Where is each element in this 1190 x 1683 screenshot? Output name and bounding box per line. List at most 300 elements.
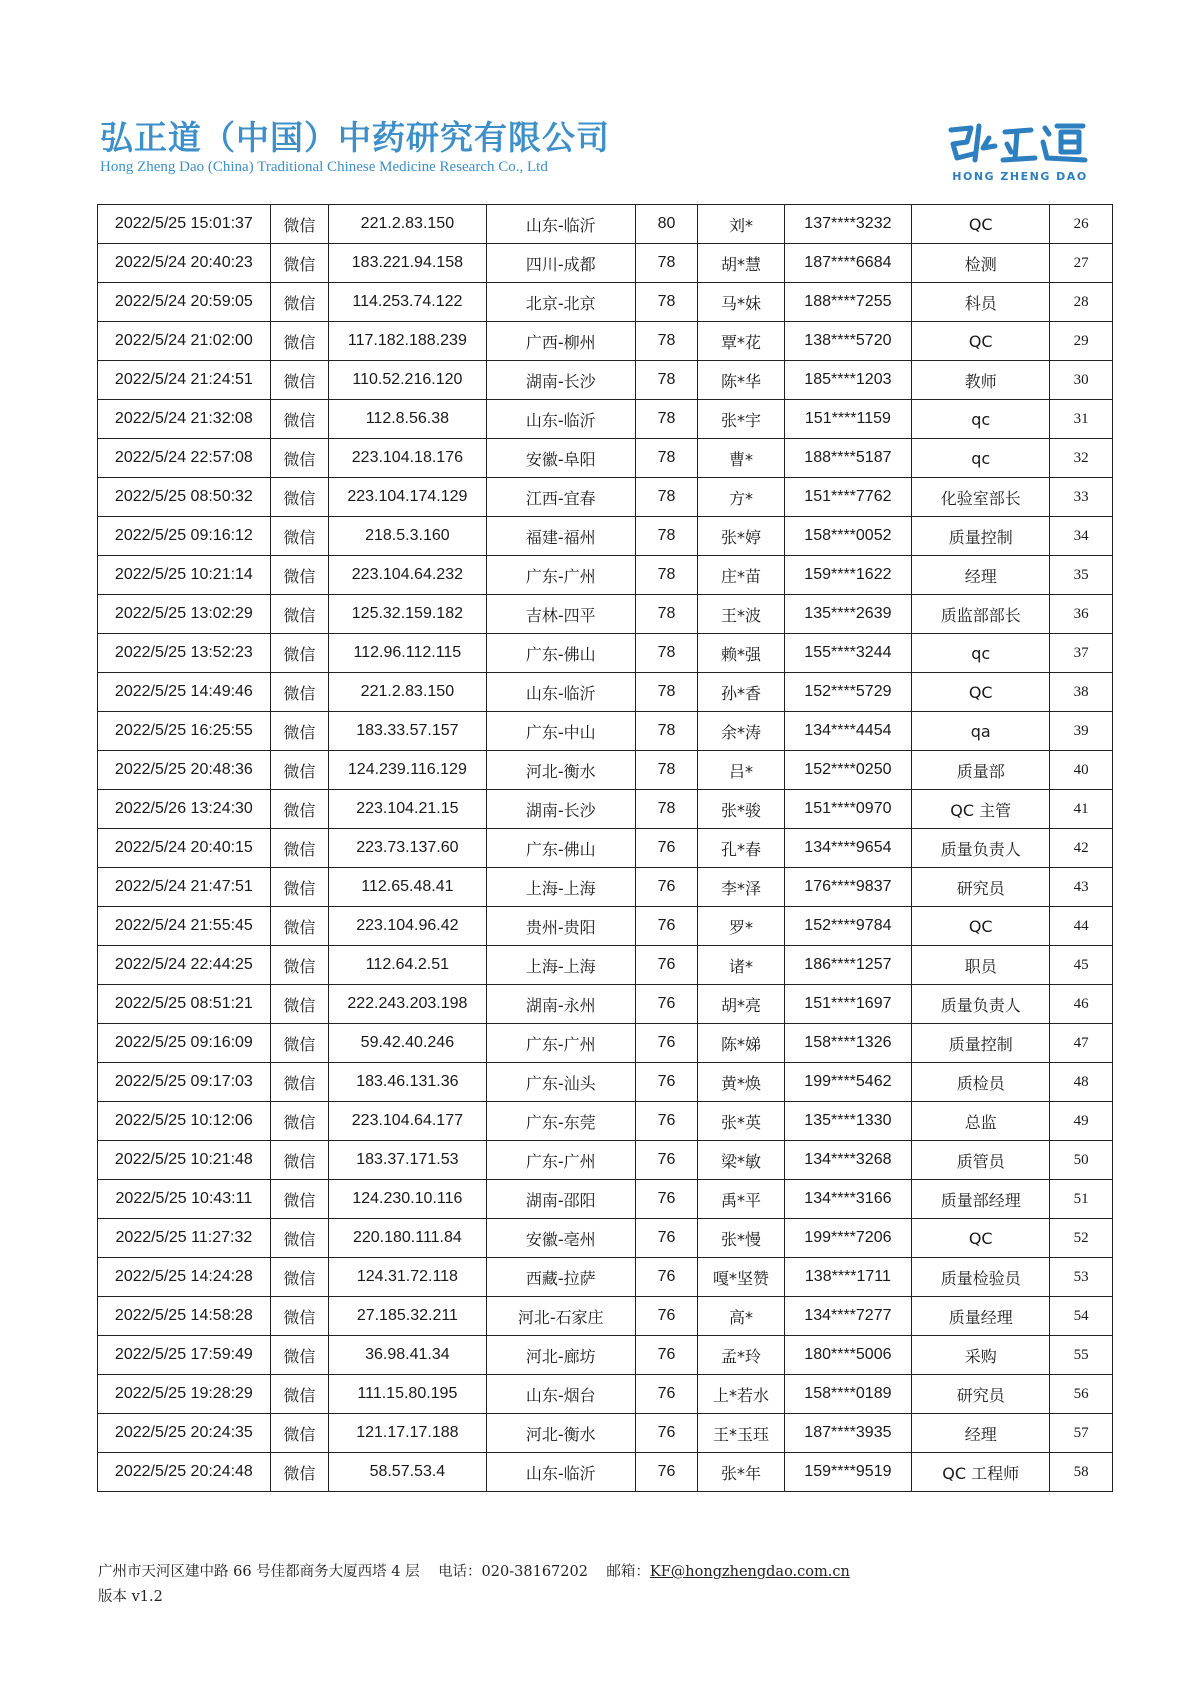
phone-cell: 152****9784 <box>784 907 911 946</box>
name-cell: 高* <box>698 1297 784 1336</box>
table-row <box>98 829 1113 868</box>
table-row <box>98 361 1113 400</box>
name-cell: 张*年 <box>698 1453 784 1492</box>
table-row <box>98 1258 1113 1297</box>
region-cell: 河北-廊坊 <box>486 1336 635 1375</box>
position-cell: 质量部 <box>912 751 1050 790</box>
time-cell: 2022/5/24 21:32:08 <box>98 400 271 439</box>
name-cell: 张*慢 <box>698 1219 784 1258</box>
table-row <box>98 322 1113 361</box>
table-row <box>98 283 1113 322</box>
score-cell: 80 <box>635 205 698 244</box>
channel-cell: 微信 <box>270 1336 328 1375</box>
phone-cell: 134****3166 <box>784 1180 911 1219</box>
ip-cell: 111.15.80.195 <box>329 1375 487 1414</box>
ip-cell: 125.32.159.182 <box>329 595 487 634</box>
ip-cell: 114.253.74.122 <box>329 283 487 322</box>
score-cell: 78 <box>635 283 698 322</box>
channel-cell: 微信 <box>270 439 328 478</box>
name-cell: 曹* <box>698 439 784 478</box>
region-cell: 湖南-长沙 <box>486 790 635 829</box>
time-cell: 2022/5/25 20:24:48 <box>98 1453 271 1492</box>
table-row <box>98 673 1113 712</box>
name-cell: 马*妹 <box>698 283 784 322</box>
region-cell: 山东-临沂 <box>486 673 635 712</box>
score-cell: 76 <box>635 1258 698 1297</box>
score-cell: 78 <box>635 790 698 829</box>
channel-cell: 微信 <box>270 1453 328 1492</box>
score-cell: 78 <box>635 439 698 478</box>
table-row <box>98 1453 1113 1492</box>
region-cell: 广东-东莞 <box>486 1102 635 1141</box>
position-cell: 质量负责人 <box>912 829 1050 868</box>
phone-cell: 199****7206 <box>784 1219 911 1258</box>
position-cell: 质管员 <box>912 1141 1050 1180</box>
channel-cell: 微信 <box>270 790 328 829</box>
region-cell: 吉林-四平 <box>486 595 635 634</box>
ip-cell: 183.46.131.36 <box>329 1063 487 1102</box>
phone-cell: 137****3232 <box>784 205 911 244</box>
channel-cell: 微信 <box>270 322 328 361</box>
score-cell: 76 <box>635 868 698 907</box>
phone-cell: 151****0970 <box>784 790 911 829</box>
table-row <box>98 517 1113 556</box>
table-row <box>98 985 1113 1024</box>
table-row <box>98 1180 1113 1219</box>
name-cell: 张*婷 <box>698 517 784 556</box>
ip-cell: 221.2.83.150 <box>329 205 487 244</box>
time-cell: 2022/5/24 20:59:05 <box>98 283 271 322</box>
ip-cell: 218.5.3.160 <box>329 517 487 556</box>
position-cell: 检测 <box>912 244 1050 283</box>
footer-phone: 电话：020-38167202 <box>438 1564 588 1580</box>
row-number-cell: 44 <box>1050 907 1113 946</box>
channel-cell: 微信 <box>270 244 328 283</box>
score-cell: 76 <box>635 1375 698 1414</box>
region-cell: 广东-广州 <box>486 556 635 595</box>
name-cell: 禹*平 <box>698 1180 784 1219</box>
score-cell: 76 <box>635 907 698 946</box>
time-cell: 2022/5/24 22:44:25 <box>98 946 271 985</box>
region-cell: 上海-上海 <box>486 946 635 985</box>
region-cell: 江西-宜春 <box>486 478 635 517</box>
survey-results-table <box>97 204 1113 1492</box>
score-cell: 76 <box>635 1024 698 1063</box>
score-cell: 78 <box>635 673 698 712</box>
ip-cell: 36.98.41.34 <box>329 1336 487 1375</box>
channel-cell: 微信 <box>270 1297 328 1336</box>
row-number-cell: 48 <box>1050 1063 1113 1102</box>
table-row <box>98 400 1113 439</box>
phone-cell: 158****0189 <box>784 1375 911 1414</box>
ip-cell: 121.17.17.188 <box>329 1414 487 1453</box>
name-cell: 张*宇 <box>698 400 784 439</box>
row-number-cell: 33 <box>1050 478 1113 517</box>
channel-cell: 微信 <box>270 361 328 400</box>
logo-calligraphy-icon <box>945 118 1095 168</box>
row-number-cell: 50 <box>1050 1141 1113 1180</box>
score-cell: 76 <box>635 1297 698 1336</box>
position-cell: 质检员 <box>912 1063 1050 1102</box>
score-cell: 76 <box>635 1063 698 1102</box>
position-cell: 质监部部长 <box>912 595 1050 634</box>
table-row <box>98 946 1113 985</box>
time-cell: 2022/5/24 21:24:51 <box>98 361 271 400</box>
table-row <box>98 751 1113 790</box>
time-cell: 2022/5/25 09:17:03 <box>98 1063 271 1102</box>
score-cell: 78 <box>635 400 698 439</box>
region-cell: 湖南-长沙 <box>486 361 635 400</box>
phone-cell: 151****1159 <box>784 400 911 439</box>
position-cell: QC <box>912 322 1050 361</box>
name-cell: 王*波 <box>698 595 784 634</box>
phone-cell: 151****7762 <box>784 478 911 517</box>
channel-cell: 微信 <box>270 1219 328 1258</box>
ip-cell: 223.104.64.232 <box>329 556 487 595</box>
phone-cell: 158****0052 <box>784 517 911 556</box>
name-cell: 上*若水 <box>698 1375 784 1414</box>
table-row <box>98 1414 1113 1453</box>
time-cell: 2022/5/25 09:16:12 <box>98 517 271 556</box>
row-number-cell: 38 <box>1050 673 1113 712</box>
channel-cell: 微信 <box>270 1141 328 1180</box>
channel-cell: 微信 <box>270 985 328 1024</box>
region-cell: 广东-佛山 <box>486 634 635 673</box>
channel-cell: 微信 <box>270 907 328 946</box>
row-number-cell: 45 <box>1050 946 1113 985</box>
time-cell: 2022/5/25 08:50:32 <box>98 478 271 517</box>
name-cell: 庄*苗 <box>698 556 784 595</box>
score-cell: 76 <box>635 829 698 868</box>
region-cell: 上海-上海 <box>486 868 635 907</box>
phone-cell: 180****5006 <box>784 1336 911 1375</box>
channel-cell: 微信 <box>270 1102 328 1141</box>
time-cell: 2022/5/25 13:02:29 <box>98 595 271 634</box>
position-cell: 科员 <box>912 283 1050 322</box>
score-cell: 78 <box>635 361 698 400</box>
channel-cell: 微信 <box>270 205 328 244</box>
time-cell: 2022/5/24 21:55:45 <box>98 907 271 946</box>
phone-cell: 135****1330 <box>784 1102 911 1141</box>
region-cell: 山东-临沂 <box>486 205 635 244</box>
position-cell: 经理 <box>912 1414 1050 1453</box>
time-cell: 2022/5/24 21:47:51 <box>98 868 271 907</box>
phone-cell: 187****3935 <box>784 1414 911 1453</box>
name-cell: 陈*华 <box>698 361 784 400</box>
ip-cell: 59.42.40.246 <box>329 1024 487 1063</box>
row-number-cell: 40 <box>1050 751 1113 790</box>
name-cell: 张*骏 <box>698 790 784 829</box>
channel-cell: 微信 <box>270 712 328 751</box>
position-cell: qc <box>912 634 1050 673</box>
row-number-cell: 47 <box>1050 1024 1113 1063</box>
ip-cell: 223.104.64.177 <box>329 1102 487 1141</box>
company-name-cn: 弘正道（中国）中药研究有限公司 <box>100 118 610 157</box>
ip-cell: 112.8.56.38 <box>329 400 487 439</box>
row-number-cell: 52 <box>1050 1219 1113 1258</box>
ip-cell: 124.239.116.129 <box>329 751 487 790</box>
table-row <box>98 244 1113 283</box>
row-number-cell: 54 <box>1050 1297 1113 1336</box>
phone-cell: 185****1203 <box>784 361 911 400</box>
phone-cell: 134****4454 <box>784 712 911 751</box>
time-cell: 2022/5/24 21:02:00 <box>98 322 271 361</box>
position-cell: QC <box>912 1219 1050 1258</box>
row-number-cell: 58 <box>1050 1453 1113 1492</box>
score-cell: 76 <box>635 1414 698 1453</box>
position-cell: QC 主管 <box>912 790 1050 829</box>
table-row <box>98 1336 1113 1375</box>
channel-cell: 微信 <box>270 478 328 517</box>
region-cell: 广东-佛山 <box>486 829 635 868</box>
name-cell: 方* <box>698 478 784 517</box>
channel-cell: 微信 <box>270 1414 328 1453</box>
score-cell: 76 <box>635 985 698 1024</box>
name-cell: 刘* <box>698 205 784 244</box>
table-row <box>98 556 1113 595</box>
name-cell: 赖*强 <box>698 634 784 673</box>
table-row <box>98 712 1113 751</box>
region-cell: 广东-汕头 <box>486 1063 635 1102</box>
row-number-cell: 43 <box>1050 868 1113 907</box>
phone-cell: 134****3268 <box>784 1141 911 1180</box>
table-row <box>98 907 1113 946</box>
time-cell: 2022/5/25 10:21:48 <box>98 1141 271 1180</box>
time-cell: 2022/5/25 19:28:29 <box>98 1375 271 1414</box>
region-cell: 广西-柳州 <box>486 322 635 361</box>
position-cell: 研究员 <box>912 1375 1050 1414</box>
time-cell: 2022/5/25 14:49:46 <box>98 673 271 712</box>
score-cell: 76 <box>635 1453 698 1492</box>
row-number-cell: 53 <box>1050 1258 1113 1297</box>
phone-cell: 159****1622 <box>784 556 911 595</box>
channel-cell: 微信 <box>270 1375 328 1414</box>
footer-email-label: 邮箱： <box>606 1564 650 1580</box>
table-row <box>98 478 1113 517</box>
phone-cell: 176****9837 <box>784 868 911 907</box>
region-cell: 安徽-亳州 <box>486 1219 635 1258</box>
time-cell: 2022/5/25 14:24:28 <box>98 1258 271 1297</box>
score-cell: 78 <box>635 517 698 556</box>
name-cell: 李*泽 <box>698 868 784 907</box>
position-cell: qc <box>912 400 1050 439</box>
region-cell: 山东-临沂 <box>486 400 635 439</box>
channel-cell: 微信 <box>270 283 328 322</box>
position-cell: 经理 <box>912 556 1050 595</box>
document-version: 版本 v1.2 <box>98 1589 163 1605</box>
table-row <box>98 790 1113 829</box>
ip-cell: 117.182.188.239 <box>329 322 487 361</box>
phone-cell: 155****3244 <box>784 634 911 673</box>
channel-cell: 微信 <box>270 1258 328 1297</box>
name-cell: 王*玉珏 <box>698 1414 784 1453</box>
time-cell: 2022/5/25 14:58:28 <box>98 1297 271 1336</box>
region-cell: 福建-福州 <box>486 517 635 556</box>
position-cell: 质量控制 <box>912 1024 1050 1063</box>
position-cell: QC <box>912 907 1050 946</box>
name-cell: 孔*春 <box>698 829 784 868</box>
score-cell: 78 <box>635 244 698 283</box>
time-cell: 2022/5/25 16:25:55 <box>98 712 271 751</box>
time-cell: 2022/5/25 08:51:21 <box>98 985 271 1024</box>
table-row <box>98 1102 1113 1141</box>
region-cell: 山东-烟台 <box>486 1375 635 1414</box>
time-cell: 2022/5/25 20:48:36 <box>98 751 271 790</box>
table-row <box>98 1375 1113 1414</box>
name-cell: 孙*香 <box>698 673 784 712</box>
company-name-en: Hong Zheng Dao (China) Traditional Chinese Medicine Research Co., Ltd <box>100 159 548 175</box>
time-cell: 2022/5/26 13:24:30 <box>98 790 271 829</box>
position-cell: 采购 <box>912 1336 1050 1375</box>
name-cell: 覃*花 <box>698 322 784 361</box>
ip-cell: 124.230.10.116 <box>329 1180 487 1219</box>
name-cell: 罗* <box>698 907 784 946</box>
time-cell: 2022/5/25 15:01:37 <box>98 205 271 244</box>
row-number-cell: 39 <box>1050 712 1113 751</box>
position-cell: 质量经理 <box>912 1297 1050 1336</box>
channel-cell: 微信 <box>270 673 328 712</box>
time-cell: 2022/5/25 10:21:14 <box>98 556 271 595</box>
time-cell: 2022/5/24 22:57:08 <box>98 439 271 478</box>
ip-cell: 183.37.171.53 <box>329 1141 487 1180</box>
footer-contact <box>98 1560 850 1581</box>
channel-cell: 微信 <box>270 829 328 868</box>
table-row <box>98 1141 1113 1180</box>
row-number-cell: 41 <box>1050 790 1113 829</box>
channel-cell: 微信 <box>270 868 328 907</box>
ip-cell: 183.33.57.157 <box>329 712 487 751</box>
row-number-cell: 35 <box>1050 556 1113 595</box>
region-cell: 安徽-阜阳 <box>486 439 635 478</box>
region-cell: 西藏-拉萨 <box>486 1258 635 1297</box>
time-cell: 2022/5/25 10:12:06 <box>98 1102 271 1141</box>
channel-cell: 微信 <box>270 946 328 985</box>
score-cell: 78 <box>635 751 698 790</box>
table-row <box>98 595 1113 634</box>
ip-cell: 223.104.18.176 <box>329 439 487 478</box>
score-cell: 76 <box>635 946 698 985</box>
name-cell: 吕* <box>698 751 784 790</box>
position-cell: 总监 <box>912 1102 1050 1141</box>
phone-cell: 138****1711 <box>784 1258 911 1297</box>
region-cell: 广东-广州 <box>486 1024 635 1063</box>
table-row <box>98 1219 1113 1258</box>
score-cell: 78 <box>635 712 698 751</box>
position-cell: 质量控制 <box>912 517 1050 556</box>
position-cell: QC 工程师 <box>912 1453 1050 1492</box>
row-number-cell: 32 <box>1050 439 1113 478</box>
position-cell: QC <box>912 205 1050 244</box>
phone-cell: 152****5729 <box>784 673 911 712</box>
row-number-cell: 27 <box>1050 244 1113 283</box>
row-number-cell: 28 <box>1050 283 1113 322</box>
channel-cell: 微信 <box>270 517 328 556</box>
footer-address: 广州市天河区建中路 66 号佳都商务大厦西塔 4 层 <box>98 1564 420 1580</box>
region-cell: 湖南-永州 <box>486 985 635 1024</box>
phone-cell: 187****6684 <box>784 244 911 283</box>
ip-cell: 112.65.48.41 <box>329 868 487 907</box>
ip-cell: 221.2.83.150 <box>329 673 487 712</box>
name-cell: 陈*娣 <box>698 1024 784 1063</box>
score-cell: 78 <box>635 556 698 595</box>
ip-cell: 223.104.21.15 <box>329 790 487 829</box>
phone-cell: 158****1326 <box>784 1024 911 1063</box>
ip-cell: 124.31.72.118 <box>329 1258 487 1297</box>
logo-text: HONG ZHENG DAO <box>952 170 1088 183</box>
row-number-cell: 29 <box>1050 322 1113 361</box>
row-number-cell: 49 <box>1050 1102 1113 1141</box>
position-cell: 质量检验员 <box>912 1258 1050 1297</box>
phone-cell: 151****1697 <box>784 985 911 1024</box>
phone-cell: 188****7255 <box>784 283 911 322</box>
ip-cell: 110.52.216.120 <box>329 361 487 400</box>
ip-cell: 223.104.96.42 <box>329 907 487 946</box>
ip-cell: 223.73.137.60 <box>329 829 487 868</box>
row-number-cell: 30 <box>1050 361 1113 400</box>
score-cell: 76 <box>635 1219 698 1258</box>
row-number-cell: 26 <box>1050 205 1113 244</box>
phone-cell: 134****9654 <box>784 829 911 868</box>
channel-cell: 微信 <box>270 1063 328 1102</box>
phone-cell: 135****2639 <box>784 595 911 634</box>
time-cell: 2022/5/25 09:16:09 <box>98 1024 271 1063</box>
channel-cell: 微信 <box>270 556 328 595</box>
ip-cell: 27.185.32.211 <box>329 1297 487 1336</box>
footer-email-link[interactable]: KF@hongzhengdao.com.cn <box>649 1564 850 1580</box>
position-cell: 化验室部长 <box>912 478 1050 517</box>
row-number-cell: 51 <box>1050 1180 1113 1219</box>
time-cell: 2022/5/24 20:40:15 <box>98 829 271 868</box>
position-cell: qa <box>912 712 1050 751</box>
ip-cell: 223.104.174.129 <box>329 478 487 517</box>
channel-cell: 微信 <box>270 751 328 790</box>
position-cell: 教师 <box>912 361 1050 400</box>
phone-cell: 134****7277 <box>784 1297 911 1336</box>
region-cell: 河北-衡水 <box>486 1414 635 1453</box>
phone-cell: 188****5187 <box>784 439 911 478</box>
channel-cell: 微信 <box>270 595 328 634</box>
name-cell: 孟*玲 <box>698 1336 784 1375</box>
name-cell: 黄*焕 <box>698 1063 784 1102</box>
position-cell: QC <box>912 673 1050 712</box>
score-cell: 76 <box>635 1102 698 1141</box>
score-cell: 78 <box>635 634 698 673</box>
time-cell: 2022/5/25 17:59:49 <box>98 1336 271 1375</box>
region-cell: 河北-衡水 <box>486 751 635 790</box>
region-cell: 广东-广州 <box>486 1141 635 1180</box>
time-cell: 2022/5/25 20:24:35 <box>98 1414 271 1453</box>
channel-cell: 微信 <box>270 1024 328 1063</box>
company-logo <box>945 118 1095 188</box>
row-number-cell: 46 <box>1050 985 1113 1024</box>
ip-cell: 112.64.2.51 <box>329 946 487 985</box>
table-row <box>98 1024 1113 1063</box>
ip-cell: 222.243.203.198 <box>329 985 487 1024</box>
table-row <box>98 868 1113 907</box>
region-cell: 贵州-贵阳 <box>486 907 635 946</box>
phone-cell: 138****5720 <box>784 322 911 361</box>
position-cell: 质量部经理 <box>912 1180 1050 1219</box>
table-row <box>98 439 1113 478</box>
score-cell: 78 <box>635 322 698 361</box>
ip-cell: 58.57.53.4 <box>329 1453 487 1492</box>
phone-cell: 186****1257 <box>784 946 911 985</box>
row-number-cell: 55 <box>1050 1336 1113 1375</box>
time-cell: 2022/5/25 11:27:32 <box>98 1219 271 1258</box>
name-cell: 张*英 <box>698 1102 784 1141</box>
table-row <box>98 634 1113 673</box>
table-row <box>98 205 1113 244</box>
